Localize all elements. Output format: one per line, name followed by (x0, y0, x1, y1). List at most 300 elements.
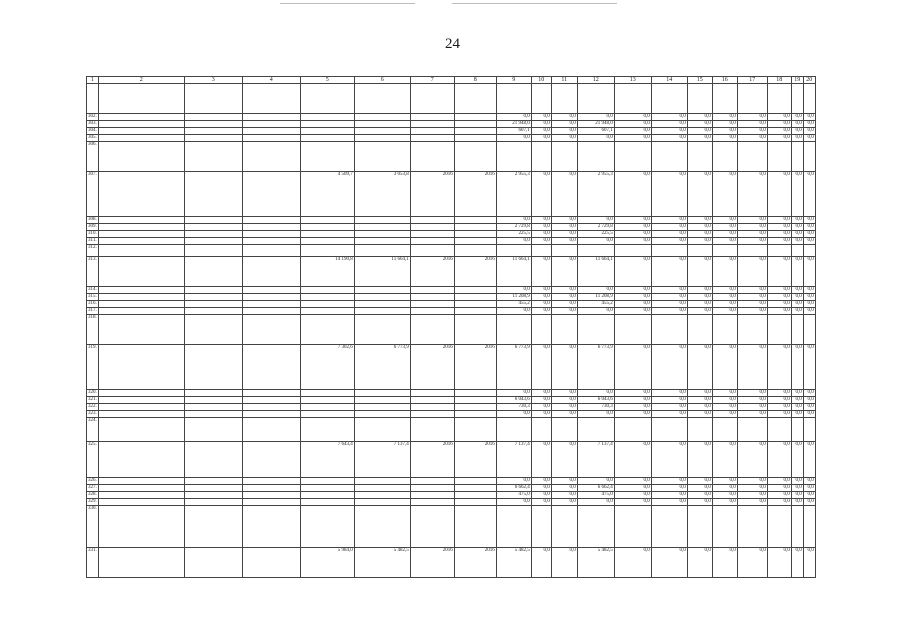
table-cell (98, 315, 184, 345)
table-cell: 0,0 (803, 224, 815, 231)
table-cell: 0,0 (531, 294, 551, 301)
table-row (87, 84, 816, 114)
table-cell (454, 478, 496, 485)
table-cell (242, 492, 300, 499)
table-cell: 0,0 (551, 114, 577, 121)
table-cell: 0,0 (712, 238, 737, 245)
table-cell (354, 294, 410, 301)
table-cell: 0,0 (687, 492, 712, 499)
table-cell: 0,0 (767, 411, 791, 418)
table-row (87, 142, 816, 172)
table-cell: 2016 (410, 345, 454, 390)
table-cell: 2016 (454, 257, 496, 287)
table-cell: 0,0 (687, 345, 712, 390)
table-cell: 0,0 (614, 217, 651, 224)
table-cell: 0,0 (767, 231, 791, 238)
table-cell: 0,0 (614, 478, 651, 485)
table-cell (687, 315, 712, 345)
table-cell: 11 664,1 (577, 257, 614, 287)
table-cell: 0,0 (803, 390, 815, 397)
table-cell: 0,0 (737, 224, 767, 231)
table-cell: 5 482,5 (577, 548, 614, 578)
table-cell (803, 142, 815, 172)
table-cell (551, 418, 577, 442)
table-cell: 0,0 (803, 548, 815, 578)
table-cell (410, 301, 454, 308)
table-cell (454, 128, 496, 135)
table-cell: 0,0 (791, 345, 803, 390)
table-cell (184, 84, 242, 114)
table-cell (454, 121, 496, 128)
table-cell (300, 294, 354, 301)
table-row (87, 499, 816, 506)
table-cell: 2 729,8 (577, 224, 614, 231)
table-cell (184, 287, 242, 294)
table-cell (300, 287, 354, 294)
table-cell (300, 114, 354, 121)
table-cell: 0,0 (687, 128, 712, 135)
table-row (87, 397, 816, 404)
table-cell: 0,0 (651, 404, 687, 411)
table-cell (98, 308, 184, 315)
table-cell: 11 664,1 (496, 257, 531, 287)
table-cell (242, 442, 300, 478)
table-cell: 0,0 (651, 114, 687, 121)
table-cell: 0,0 (737, 345, 767, 390)
table-cell: 2016 (410, 257, 454, 287)
table-cell: 6 662,4 (577, 485, 614, 492)
table-cell (242, 499, 300, 506)
table-cell: 2016 (454, 442, 496, 478)
table-cell (300, 418, 354, 442)
table-cell: 0,0 (687, 172, 712, 217)
table-cell: 0,0 (712, 485, 737, 492)
table-cell: 7 137,4 (354, 442, 410, 478)
table-cell: 0,0 (614, 485, 651, 492)
table-cell (354, 499, 410, 506)
document-table-container (86, 76, 816, 578)
table-cell: 0,0 (791, 294, 803, 301)
table-cell (300, 224, 354, 231)
table-cell (551, 84, 577, 114)
table-row (87, 294, 816, 301)
table-cell (687, 84, 712, 114)
table-cell (300, 390, 354, 397)
table-row (87, 478, 816, 485)
table-cell (242, 84, 300, 114)
table-cell: 0,0 (496, 390, 531, 397)
table-cell: 0,0 (651, 135, 687, 142)
table-cell: 0,0 (767, 172, 791, 217)
table-cell: 0,0 (767, 238, 791, 245)
table-cell: 3 053,8 (354, 172, 410, 217)
table-cell: 0,0 (737, 294, 767, 301)
table-cell: 730,3 (577, 404, 614, 411)
table-cell: 0,0 (803, 121, 815, 128)
column-number-cell: 19 (791, 77, 803, 84)
table-cell: 0,0 (687, 548, 712, 578)
table-cell (300, 245, 354, 257)
table-cell: 2016 (454, 172, 496, 217)
table-cell: 0,0 (551, 121, 577, 128)
table-cell (184, 418, 242, 442)
table-cell (737, 315, 767, 345)
row-number-cell: 318. (87, 315, 99, 345)
table-cell: 0,0 (551, 301, 577, 308)
table-cell (651, 142, 687, 172)
table-cell (242, 548, 300, 578)
table-row (87, 315, 816, 345)
table-cell: 0,0 (614, 224, 651, 231)
table-cell: 0,0 (767, 114, 791, 121)
table-cell (410, 506, 454, 548)
table-cell: 0,0 (614, 231, 651, 238)
table-cell: 0,0 (767, 121, 791, 128)
table-cell: 0,0 (551, 492, 577, 499)
table-cell (242, 128, 300, 135)
table-cell (577, 418, 614, 442)
table-cell: 2016 (410, 442, 454, 478)
table-cell: 0,0 (531, 308, 551, 315)
table-cell: 0,0 (737, 217, 767, 224)
table-cell (242, 411, 300, 418)
table-cell (242, 121, 300, 128)
table-cell (712, 315, 737, 345)
table-cell (614, 142, 651, 172)
table-cell (454, 506, 496, 548)
table-cell (98, 548, 184, 578)
table-cell (242, 224, 300, 231)
table-row (87, 224, 816, 231)
table-cell (712, 418, 737, 442)
column-number-cell: 3 (184, 77, 242, 84)
column-number-cell: 13 (614, 77, 651, 84)
table-cell: 0,0 (687, 301, 712, 308)
table-cell (98, 301, 184, 308)
table-cell: 6 773,9 (354, 345, 410, 390)
table-cell (242, 345, 300, 390)
table-cell (496, 315, 531, 345)
table-cell (242, 135, 300, 142)
table-cell (791, 506, 803, 548)
table-cell: 0,0 (496, 411, 531, 418)
table-cell (184, 315, 242, 345)
table-cell (410, 224, 454, 231)
table-cell (410, 499, 454, 506)
table-cell (410, 294, 454, 301)
table-cell: 0,0 (551, 404, 577, 411)
table-cell: 225,5 (496, 231, 531, 238)
table-cell: 455,2 (496, 301, 531, 308)
table-cell: 0,0 (737, 257, 767, 287)
table-cell: 0,0 (767, 390, 791, 397)
table-cell (767, 315, 791, 345)
table-cell (242, 245, 300, 257)
column-number-cell: 15 (687, 77, 712, 84)
table-cell: 0,0 (551, 345, 577, 390)
table-cell (300, 315, 354, 345)
table-cell: 0,0 (651, 478, 687, 485)
table-cell: 0,0 (531, 224, 551, 231)
row-number-cell: 329. (88, 499, 97, 504)
table-cell (98, 492, 184, 499)
table-cell (410, 231, 454, 238)
table-cell (300, 142, 354, 172)
table-cell (184, 128, 242, 135)
table-cell (791, 315, 803, 345)
table-cell (577, 506, 614, 548)
table-cell (184, 121, 242, 128)
table-cell: 0,0 (803, 257, 815, 287)
table-cell (531, 84, 551, 114)
table-cell (454, 390, 496, 397)
column-number-cell: 7 (410, 77, 454, 84)
table-cell (184, 245, 242, 257)
table-cell: 0,0 (791, 114, 803, 121)
table-cell: 7 137,4 (496, 442, 531, 478)
table-cell: 0,0 (651, 294, 687, 301)
row-number-cell: 319. (87, 345, 99, 390)
table-cell (496, 84, 531, 114)
table-cell (242, 257, 300, 287)
table-cell: 0,0 (651, 411, 687, 418)
table-cell: 0,0 (496, 287, 531, 294)
table-cell: 0,0 (531, 411, 551, 418)
table-cell: 21 948,0 (496, 121, 531, 128)
table-cell (803, 315, 815, 345)
table-cell (98, 411, 184, 418)
table-cell: 0,0 (531, 301, 551, 308)
table-cell: 0,0 (712, 135, 737, 142)
table-cell: 0,0 (767, 294, 791, 301)
row-number-cell: 303. (88, 121, 97, 126)
table-cell: 0,0 (651, 231, 687, 238)
table-cell: 0,0 (651, 499, 687, 506)
table-cell: 0,0 (737, 308, 767, 315)
table-cell (687, 245, 712, 257)
table-cell: 0,0 (767, 485, 791, 492)
table-cell (242, 142, 300, 172)
table-cell (410, 114, 454, 121)
table-cell: 0,0 (803, 308, 815, 315)
table-cell: 0,0 (791, 287, 803, 294)
table-cell: 475,0 (577, 492, 614, 499)
table-cell: 0,0 (737, 548, 767, 578)
table-cell: 5 482,5 (496, 548, 531, 578)
table-cell: 0,0 (651, 257, 687, 287)
table-cell (577, 84, 614, 114)
table-cell: 2016 (454, 548, 496, 578)
table-cell (410, 217, 454, 224)
table-cell: 0,0 (803, 478, 815, 485)
table-cell (454, 301, 496, 308)
table-cell (242, 478, 300, 485)
table-cell: 0,0 (737, 128, 767, 135)
table-cell: 6 043,6 (496, 397, 531, 404)
table-cell: 0,0 (531, 114, 551, 121)
table-cell: 0,0 (614, 411, 651, 418)
table-cell (687, 506, 712, 548)
table-cell: 0,0 (531, 257, 551, 287)
table-cell (454, 84, 496, 114)
row-number-cell: 317. (88, 308, 97, 313)
table-cell: 0,0 (687, 411, 712, 418)
table-cell: 0,0 (614, 492, 651, 499)
table-cell: 0,0 (577, 217, 614, 224)
table-cell (98, 114, 184, 121)
table-cell: 0,0 (531, 548, 551, 578)
table-cell: 0,0 (803, 499, 815, 506)
table-cell (454, 238, 496, 245)
row-number-cell: 302. (88, 114, 97, 119)
table-cell: 0,0 (712, 287, 737, 294)
table-cell (184, 224, 242, 231)
table-cell (184, 548, 242, 578)
table-cell: 0,0 (791, 257, 803, 287)
table-cell: 0,0 (712, 404, 737, 411)
table-cell (410, 308, 454, 315)
table-cell: 0,0 (531, 172, 551, 217)
table-cell: 0,0 (712, 121, 737, 128)
table-cell (454, 485, 496, 492)
table-cell: 0,0 (791, 238, 803, 245)
table-cell (300, 506, 354, 548)
table-cell (687, 418, 712, 442)
table-cell: 0,0 (496, 135, 531, 142)
table-cell (614, 315, 651, 345)
table-cell: 0,0 (614, 345, 651, 390)
table-cell: 0,0 (737, 492, 767, 499)
table-cell (767, 506, 791, 548)
table-cell (496, 245, 531, 257)
table-cell: 0,0 (551, 287, 577, 294)
table-cell (242, 172, 300, 217)
table-cell: 0,0 (687, 114, 712, 121)
table-cell: 0,0 (767, 135, 791, 142)
table-cell: 0,0 (614, 499, 651, 506)
table-cell: 0,0 (803, 114, 815, 121)
row-number-cell: 315. (88, 294, 97, 299)
column-number-cell: 5 (300, 77, 354, 84)
table-cell (184, 411, 242, 418)
table-cell (98, 390, 184, 397)
table-cell: 0,0 (551, 224, 577, 231)
table-cell: 0,0 (614, 308, 651, 315)
table-cell (354, 287, 410, 294)
table-cell: 730,3 (496, 404, 531, 411)
table-cell (410, 390, 454, 397)
row-number-cell: 312. (87, 245, 99, 257)
table-cell (651, 315, 687, 345)
table-cell (354, 478, 410, 485)
table-cell (531, 142, 551, 172)
table-cell: 0,0 (614, 121, 651, 128)
table-cell (410, 404, 454, 411)
table-cell: 0,0 (551, 217, 577, 224)
table-cell: 0,0 (767, 499, 791, 506)
table-cell (242, 287, 300, 294)
table-cell (184, 294, 242, 301)
row-number-cell: 314. (88, 287, 97, 292)
row-number-cell: 309. (88, 224, 97, 229)
table-cell (98, 257, 184, 287)
table-cell: 0,0 (737, 172, 767, 217)
table-cell (454, 114, 496, 121)
table-cell: 0,0 (577, 390, 614, 397)
table-cell: 0,0 (791, 411, 803, 418)
table-cell: 0,0 (687, 294, 712, 301)
table-cell: 0,0 (614, 548, 651, 578)
table-cell: 225,5 (577, 231, 614, 238)
table-cell: 0,0 (791, 128, 803, 135)
table-cell (614, 506, 651, 548)
table-cell (410, 315, 454, 345)
table-cell: 0,0 (614, 238, 651, 245)
table-row (87, 231, 816, 238)
table-cell (410, 245, 454, 257)
table-cell: 0,0 (803, 404, 815, 411)
table-cell: 0,0 (651, 217, 687, 224)
table-cell (454, 404, 496, 411)
table-cell: 0,0 (737, 114, 767, 121)
row-number-cell: 320. (88, 390, 97, 395)
table-cell: 0,0 (651, 128, 687, 135)
table-cell (410, 238, 454, 245)
table-cell: 0,0 (803, 217, 815, 224)
table-cell: 0,0 (531, 217, 551, 224)
table-cell: 0,0 (737, 135, 767, 142)
table-cell: 0,0 (712, 345, 737, 390)
table-cell (354, 231, 410, 238)
table-cell (531, 506, 551, 548)
table-row (87, 217, 816, 224)
table-cell (98, 287, 184, 294)
column-number-cell: 8 (454, 77, 496, 84)
table-cell: 0,0 (614, 397, 651, 404)
row-number-cell: 310. (88, 231, 97, 236)
table-cell: 0,0 (803, 128, 815, 135)
table-cell (354, 308, 410, 315)
table-cell: 0,0 (577, 238, 614, 245)
table-cell: 0,0 (737, 121, 767, 128)
table-cell (300, 135, 354, 142)
table-cell: 5 984,0 (300, 548, 354, 578)
table-cell (98, 238, 184, 245)
table-cell (354, 315, 410, 345)
table-cell: 0,0 (803, 294, 815, 301)
table-cell (712, 84, 737, 114)
table-cell: 0,0 (791, 121, 803, 128)
table-cell: 0,0 (531, 499, 551, 506)
table-cell (184, 478, 242, 485)
table-cell: 0,0 (687, 287, 712, 294)
page-number: 24 (445, 36, 460, 52)
table-row (87, 121, 816, 128)
table-cell: 0,0 (614, 257, 651, 287)
table-cell: 0,0 (496, 217, 531, 224)
table-row (87, 128, 816, 135)
table-cell (300, 301, 354, 308)
table-cell: 0,0 (803, 411, 815, 418)
table-cell: 0,0 (614, 404, 651, 411)
row-number-cell: 306. (87, 142, 99, 172)
table-cell: 0,0 (737, 287, 767, 294)
row-number-cell: 307. (87, 172, 99, 217)
table-cell (242, 506, 300, 548)
table-cell: 0,0 (737, 485, 767, 492)
table-cell: 0,0 (791, 478, 803, 485)
table-cell: 0,0 (791, 301, 803, 308)
